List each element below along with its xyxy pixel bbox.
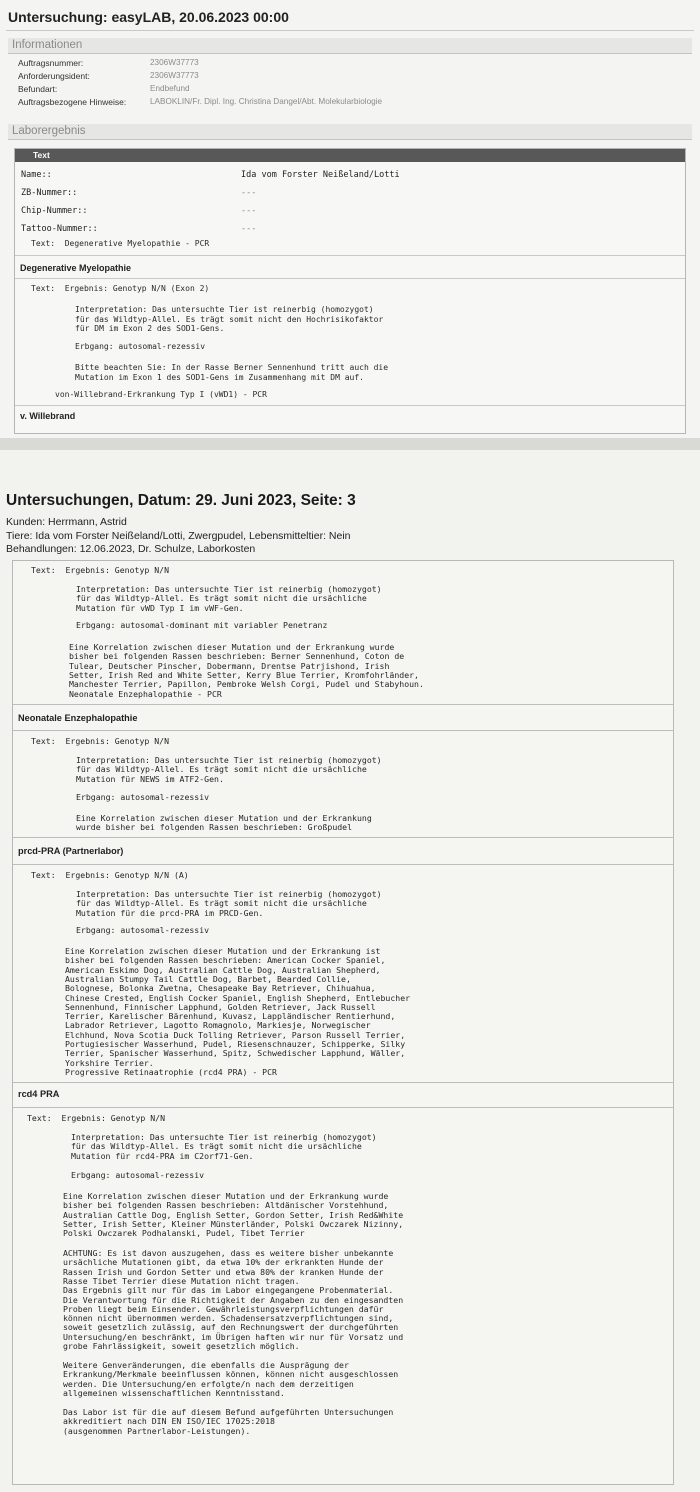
lab-result-box <box>12 560 674 1485</box>
result-line: Text: Ergebnis: Genotyp N/N <box>31 736 170 746</box>
disclaimer-line: Proben liegt beim Einsender. Gewährleistungsverpflichtungen dafür <box>63 1303 384 1314</box>
page-title: Untersuchung: easyLAB, 20.06.2023 00:00 <box>8 9 289 25</box>
lab-result-box <box>14 148 686 434</box>
field-label: Chip-Nummer:: <box>21 206 88 216</box>
interpretation-line: für DM im Exon 2 des SOD1-Gens. <box>75 324 225 333</box>
divider <box>13 864 673 865</box>
interpretation-line: Interpretation: Das untersuchte Tier ist reinerbig (homozygot) <box>75 305 374 314</box>
correlation-line: Labrador Retriever, Lagotto Romagnolo, Markiesje, Norwegischer <box>65 1020 371 1031</box>
disclaimer-line: soweit gesetzlich zulässig, auf den Rechnungswert der durchgeführten <box>63 1322 399 1333</box>
field-value: --- <box>241 224 257 234</box>
section-header-laborergebnis: Laborergebnis <box>8 124 692 140</box>
erbgang-line: Erbgang: autosomal-rezessiv <box>71 1170 205 1180</box>
warning-line: ACHTUNG: Es ist davon auszugehen, dass es weitere bisher unbekannte <box>63 1248 394 1258</box>
divider <box>13 837 673 838</box>
interpretation-line: Interpretation: Das untersuchte Tier ist reinerbig (homozygot) <box>76 584 382 594</box>
interpretation-line: für das Wildtyp-Allel. Es trägt somit nicht die ursächliche <box>71 1141 362 1152</box>
field-label: ZB-Nummer:: <box>21 188 78 198</box>
correlation-line: Manchester Terrier, Papillon, Pembroke Welsh Corgi, Pudel und Stabyhoun. <box>69 679 424 690</box>
correlation-line: Yorkshire Terrier. <box>65 1057 154 1068</box>
interpretation-line: Mutation für rcd4-PRA im C2orf71-Gen. <box>71 1150 254 1161</box>
section-heading-neonatale-enzephalopathie: Neonatale Enzephalopathie <box>18 713 138 723</box>
divider <box>13 704 673 705</box>
correlation-line: wurde bisher bei folgenden Rassen beschrieben: Großpudel <box>76 822 353 833</box>
report-page-2 <box>0 450 700 1492</box>
correlation-line: Eine Korrelation zwischen dieser Mutation und der Erkrankung wurde <box>63 1191 389 1201</box>
erbgang-line: Erbgang: autosomal-rezessiv <box>75 342 206 351</box>
interpretation-line: für das Wildtyp-Allel. Es trägt somit nicht den Hochrisikofaktor <box>75 314 384 324</box>
field-value: --- <box>241 206 257 216</box>
next-test-line: von-Willebrand-Erkrankung Typ I (vWD1) - PCR <box>55 390 267 399</box>
erbgang-line: Erbgang: autosomal-rezessiv <box>76 925 210 935</box>
correlation-line: bisher bei folgenden Rassen beschrieben: Berner Sennenhund, Coton de <box>69 651 405 662</box>
page-title: Untersuchungen, Datum: 29. Juni 2023, Seite: 3 <box>6 492 356 509</box>
note-line: Erkrankung/Merkmale beeinflussen können, können nicht ausgeschlossen <box>63 1369 399 1380</box>
correlation-line: Eine Korrelation zwischen dieser Mutation und der Erkrankung ist <box>65 946 381 956</box>
text-column-header: Text <box>15 149 685 162</box>
divider <box>15 278 685 279</box>
interpretation-line: Interpretation: Das untersuchte Tier ist reinerbig (homozygot) <box>71 1132 377 1142</box>
interpretation-line: für das Wildtyp-Allel. Es trägt somit nicht die ursächliche <box>76 593 367 604</box>
erbgang-line: Erbgang: autosomal-dominant mit variabler Penetranz <box>76 620 328 630</box>
divider <box>15 405 685 406</box>
correlation-line: Polski Owczarek Podhalanski, Pudel, Tibet Terrier <box>63 1228 305 1239</box>
info-value: 2306W37773 <box>150 58 199 67</box>
next-test-line: Neonatale Enzephalopathie - PCR <box>69 688 222 699</box>
accreditation-line: akkreditiert nach DIN EN ISO/IEC 17025:2018 <box>63 1416 275 1427</box>
info-label: Auftragsnummer: <box>18 58 84 68</box>
section-heading-prcd-pra: prcd-PRA (Partnerlabor) <box>18 846 124 856</box>
correlation-line: Tulear, Deutscher Pinscher, Dobermann, Drentse Patrjishond, Irish <box>69 660 390 671</box>
interpretation-line: Interpretation: Das untersuchte Tier ist reinerbig (homozygot) <box>76 889 382 899</box>
correlation-line: Setter, Irish Red and White Setter, Kerry Blue Terrier, Kromfohrländer, <box>69 669 419 680</box>
divider <box>13 1082 673 1083</box>
correlation-line: American Eskimo Dog, Australian Cattle Dog, Australian Shepherd, <box>65 964 381 975</box>
section-header-informationen: Informationen <box>8 38 692 54</box>
info-label: Befundart: <box>18 84 58 94</box>
result-line: Text: Ergebnis: Genotyp N/N (A) <box>31 870 189 880</box>
correlation-line: Chinese Crested, English Cocker Spaniel, English Shepherd, Entlebucher <box>65 992 411 1003</box>
disclaimer-line: Das Ergebnis gilt nur für das im Labor eingegangene Probenmaterial. <box>63 1285 394 1296</box>
note-line: Bitte beachten Sie: In der Rasse Berner Sennenhund tritt auch die <box>75 363 389 372</box>
interpretation-line: Mutation für vWD Typ I im vWF-Gen. <box>76 602 244 613</box>
section-heading-v-willebrand: v. Willebrand <box>20 411 76 421</box>
text-line: Text: Degenerative Myelopathie - PCR <box>31 239 210 248</box>
info-label: Anforderungsident: <box>18 71 90 81</box>
correlation-line: Portugiesischer Wasserhund, Pudel, Riesenschnauzer, Schipperke, Silky <box>65 1039 406 1049</box>
warning-line: ursächliche Mutationen gibt, da etwa 10% der erkrankten Hunde der <box>63 1257 384 1268</box>
note-line: Weitere Genveränderungen, die ebenfalls die Ausprägung der <box>63 1360 349 1370</box>
info-label: Auftragsbezogene Hinweise: <box>18 97 127 107</box>
field-value: --- <box>241 188 257 198</box>
correlation-line: Sennenhund, Finnischer Lapphund, Golden Retriever, Jack Russell <box>65 1001 376 1012</box>
next-test-line: Progressive Retinaatrophie (rcd4 PRA) - PCR <box>65 1066 277 1077</box>
correlation-line: Australian Stumpy Tail Cattle Dog, Barbet, Bearded Collie, <box>65 973 351 984</box>
note-line: werden. Die Untersuchung/en erfolgte/n nach dem derzeitigen <box>63 1378 354 1389</box>
report-page-1 <box>0 0 700 438</box>
note-line: Mutation im Exon 1 des SOD1-Gens im Zusammenhang mit DM auf. <box>75 372 364 382</box>
divider <box>13 1107 673 1108</box>
disclaimer-line: Untersuchung/en beschränkt, im Übrigen haften wir nur für Vorsatz und <box>63 1331 404 1342</box>
result-line: Text: Ergebnis: Genotyp N/N <box>31 565 170 575</box>
correlation-line: Australian Cattle Dog, English Setter, Gordon Setter, Irish Red&White <box>63 1209 404 1220</box>
field-label: Name:: <box>21 170 52 180</box>
erbgang-line: Erbgang: autosomal-rezessiv <box>76 792 210 802</box>
info-value: Endbefund <box>150 84 190 93</box>
divider <box>6 30 694 31</box>
field-label: Tattoo-Nummer:: <box>21 224 98 234</box>
correlation-line: Eine Korrelation zwischen dieser Mutation und der Erkrankung wurde <box>69 642 395 652</box>
interpretation-line: Mutation für die prcd-PRA im PRCD-Gen. <box>76 907 264 918</box>
divider <box>15 255 685 256</box>
disclaimer-line: können nicht übernommen werden. Schadensersatzverpflichtungen sind, <box>63 1313 394 1324</box>
warning-line: Rassen Irish und Gordon Setter und etwa 80% der kranken Hunde der <box>63 1266 384 1277</box>
behandlungen-line: Behandlungen: 12.06.2023, Dr. Schulze, Laborkosten <box>6 543 256 555</box>
correlation-line: Elchhund, Nova Scotia Duck Tolling Retriever, Parson Russell Terrier, <box>65 1029 406 1040</box>
disclaimer-line: grobe Fahrlässigkeit, soweit gesetzlich möglich. <box>63 1341 300 1351</box>
note-line: allgemeinen wissenschaftlichen Kenntnisstand. <box>63 1387 285 1398</box>
info-value: 2306W37773 <box>150 71 199 80</box>
field-value: Ida vom Forster Neißeland/Lotti <box>241 170 400 180</box>
accreditation-line: (ausgenommen Partnerlabor-Leistungen). <box>63 1425 251 1436</box>
info-value: LABOKLIN/Fr. Dipl. Ing. Christina Dangel/Abt. Molekularbiologie <box>150 97 383 106</box>
warning-line: Rasse Tibet Terrier diese Mutation nicht tragen. <box>63 1275 300 1286</box>
interpretation-line: Mutation für NEWS im ATF2-Gen. <box>76 773 224 784</box>
correlation-line: Eine Korrelation zwischen dieser Mutation und der Erkrankung <box>76 813 372 823</box>
correlation-line: Setter, Irish Setter, Kleiner Münsterländer, Polski Owczarek Nizinny, <box>63 1218 404 1229</box>
divider <box>13 730 673 731</box>
correlation-line: bisher bei folgenden Rassen beschrieben: American Cocker Spaniel, <box>65 955 386 966</box>
result-line: Text: Ergebnis: Genotyp N/N (Exon 2) <box>31 284 210 293</box>
kunden-line: Kunden: Herrmann, Astrid <box>6 516 127 528</box>
section-heading-rcd4-pra: rcd4 PRA <box>18 1089 60 1099</box>
correlation-line: bisher bei folgenden Rassen beschrieben: Altdänischer Vorstehhund, <box>63 1200 389 1211</box>
disclaimer-line: Die Verantwortung für die Richtigkeit der Angaben zu den eingesandten <box>63 1294 404 1305</box>
accreditation-line: Das Labor ist für die auf diesem Befund aufgeführten Untersuchungen <box>63 1407 394 1417</box>
interpretation-line: für das Wildtyp-Allel. Es trägt somit nicht die ursächliche <box>76 764 367 775</box>
interpretation-line: für das Wildtyp-Allel. Es trägt somit nicht die ursächliche <box>76 898 367 909</box>
section-heading-degenerative-myelopathie: Degenerative Myelopathie <box>20 263 132 273</box>
correlation-line: Terrier, Spanischer Wasserhund, Spitz, Schwedischer Lapphund, Wäller, <box>65 1048 406 1059</box>
interpretation-line: Interpretation: Das untersuchte Tier ist reinerbig (homozygot) <box>76 755 382 765</box>
correlation-line: Bolognese, Bolonka Zwetna, Chesapeake Bay Retriever, Chihuahua, <box>65 983 376 994</box>
correlation-line: Terrier, Karelischer Bärenhund, Kuvasz, Lappländischer Rentierhund, <box>65 1011 396 1022</box>
tiere-line: Tiere: Ida vom Forster Neißeland/Lotti, Zwergpudel, Lebensmitteltier: Nein <box>6 530 351 542</box>
result-line: Text: Ergebnis: Genotyp N/N <box>27 1113 166 1123</box>
